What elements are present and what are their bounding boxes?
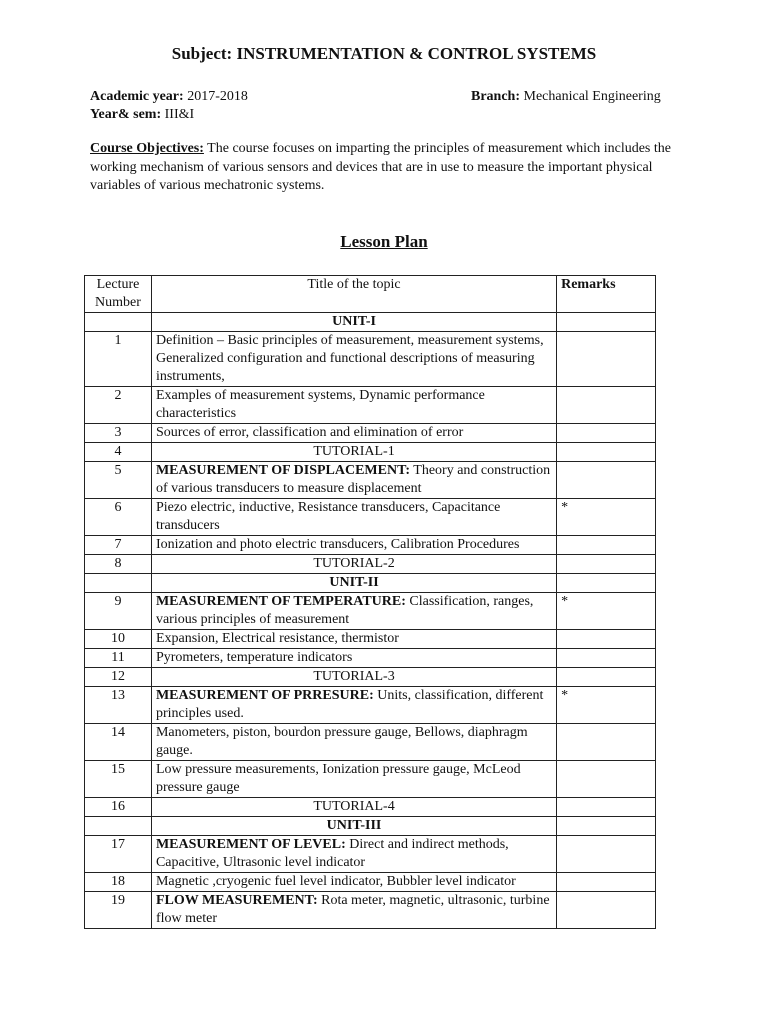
academic-year-label: Academic year: (90, 89, 184, 104)
lesson-plan-table (84, 275, 656, 929)
unit-title-cell: UNIT-II (151, 574, 556, 593)
remarks-cell (557, 873, 656, 892)
lesson-plan-title: Lesson Plan (340, 232, 428, 251)
topic-heading: MEASUREMENT OF TEMPERATURE: (155, 594, 406, 609)
remarks-cell (557, 798, 656, 817)
year-sem (90, 106, 194, 124)
unit-title-cell: UNIT-III (151, 817, 556, 836)
lecture-number-cell: 19 (85, 892, 152, 929)
unit-title-cell: UNIT-I (151, 313, 556, 332)
topic-title-cell (151, 687, 556, 724)
page-title (0, 44, 768, 64)
lecture-number-cell: 10 (85, 630, 152, 649)
topic-text: Direct and indirect methods, Capacitive, Ultrasonic level indicator (155, 837, 509, 870)
remarks-cell (557, 555, 656, 574)
topic-text: Units, classification, different principles used. (155, 688, 544, 721)
unit-row (85, 817, 656, 836)
topic-title-cell (151, 536, 556, 555)
lecture-number-cell: 15 (85, 761, 152, 798)
lecture-number-cell: 8 (85, 555, 152, 574)
remarks-cell: * (557, 593, 656, 630)
remarks-cell (557, 387, 656, 424)
table-row (85, 462, 656, 499)
table-row (85, 630, 656, 649)
topic-text: Examples of measurement systems, Dynamic performance characteristics (155, 388, 485, 421)
unit-row (85, 574, 656, 593)
topic-heading: MEASUREMENT OF DISPLACEMENT: (155, 463, 411, 478)
tutorial-title-cell: TUTORIAL-4 (151, 798, 556, 817)
topic-heading: MEASUREMENT OF LEVEL: (155, 837, 346, 852)
year-sem-label: Year& sem: (90, 107, 162, 122)
topic-title-cell (151, 424, 556, 443)
lesson-plan-body (85, 313, 656, 929)
table-header-row (85, 276, 656, 313)
table-row (85, 687, 656, 724)
topic-title-cell (151, 332, 556, 387)
topic-heading: FLOW MEASUREMENT: (155, 893, 318, 908)
remarks-cell (557, 443, 656, 462)
branch-value: Mechanical Engineering (523, 89, 661, 104)
topic-title-cell (151, 630, 556, 649)
topic-title-cell (151, 649, 556, 668)
branch (471, 88, 661, 106)
remarks-cell: * (557, 687, 656, 724)
tutorial-title-cell: TUTORIAL-3 (151, 668, 556, 687)
branch-label: Branch: (471, 89, 520, 104)
course-objectives (90, 140, 690, 196)
lecture-number-cell: 12 (85, 668, 152, 687)
remarks-cell (557, 574, 656, 593)
lecture-number-cell: 11 (85, 649, 152, 668)
topic-text: Expansion, Electrical resistance, thermistor (155, 631, 399, 646)
remarks-cell (557, 817, 656, 836)
topic-text: Low pressure measurements, Ionization pressure gauge, McLeod pressure gauge (155, 762, 521, 795)
lecture-number-cell (85, 817, 152, 836)
lecture-number-cell: 18 (85, 873, 152, 892)
tutorial-title-cell: TUTORIAL-2 (151, 555, 556, 574)
lecture-number-cell: 1 (85, 332, 152, 387)
tutorial-title-cell: TUTORIAL-1 (151, 443, 556, 462)
topic-text: Classification, ranges, various principles of measurement (155, 594, 534, 627)
table-row (85, 761, 656, 798)
topic-text: Rota meter, magnetic, ultrasonic, turbine flow meter (155, 893, 550, 926)
table-row (85, 892, 656, 929)
subject-value: INSTRUMENTATION & CONTROL SYSTEMS (236, 44, 597, 63)
tutorial-row (85, 798, 656, 817)
topic-text: Pyrometers, temperature indicators (155, 650, 353, 665)
subject-label: Subject: (171, 44, 233, 63)
topic-text: Definition – Basic principles of measurement, measurement systems, Generalized configuration and functional descriptions of measuring instruments, (155, 333, 544, 384)
course-objectives-label: Course Objectives: (90, 141, 204, 156)
remarks-cell (557, 668, 656, 687)
topic-text: Ionization and photo electric transducers, Calibration Procedures (155, 537, 520, 552)
table-row (85, 332, 656, 387)
remarks-cell (557, 724, 656, 761)
lecture-number-cell (85, 574, 152, 593)
topic-title-cell (151, 593, 556, 630)
lecture-number-cell: 7 (85, 536, 152, 555)
column-header-lecture-number: Lecture Number (85, 276, 152, 313)
table-row (85, 536, 656, 555)
remarks-cell (557, 630, 656, 649)
topic-text: Magnetic ,cryogenic fuel level indicator, Bubbler level indicator (155, 874, 516, 889)
topic-title-cell (151, 836, 556, 873)
topic-title-cell (151, 387, 556, 424)
topic-text: Theory and construction of various transducers to measure displacement (155, 463, 551, 496)
table-row (85, 424, 656, 443)
table-row (85, 387, 656, 424)
topic-title-cell (151, 761, 556, 798)
lecture-number-cell (85, 313, 152, 332)
topic-title-cell (151, 462, 556, 499)
table-row (85, 836, 656, 873)
column-header-remarks: Remarks (557, 276, 656, 313)
lecture-number-cell: 2 (85, 387, 152, 424)
table-row (85, 499, 656, 536)
remarks-cell (557, 892, 656, 929)
lecture-number-cell: 13 (85, 687, 152, 724)
lecture-number-cell: 4 (85, 443, 152, 462)
table-row (85, 724, 656, 761)
tutorial-row (85, 555, 656, 574)
table-row (85, 649, 656, 668)
lecture-number-cell: 6 (85, 499, 152, 536)
tutorial-row (85, 443, 656, 462)
topic-title-cell (151, 892, 556, 929)
remarks-cell (557, 536, 656, 555)
topic-text: Sources of error, classification and elimination of error (155, 425, 464, 440)
remarks-cell (557, 649, 656, 668)
lecture-number-cell: 9 (85, 593, 152, 630)
remarks-cell (557, 332, 656, 387)
remarks-cell (557, 313, 656, 332)
topic-text: Manometers, piston, bourdon pressure gauge, Bellows, diaphragm gauge. (155, 725, 528, 758)
lecture-number-cell: 3 (85, 424, 152, 443)
remarks-cell: * (557, 499, 656, 536)
unit-row (85, 313, 656, 332)
topic-heading: MEASUREMENT OF PRRESURE: (155, 688, 374, 703)
lecture-number-cell: 14 (85, 724, 152, 761)
topic-title-cell (151, 499, 556, 536)
remarks-cell (557, 424, 656, 443)
remarks-cell (557, 462, 656, 499)
lecture-number-cell: 16 (85, 798, 152, 817)
table-row (85, 873, 656, 892)
remarks-cell (557, 836, 656, 873)
column-header-title: Title of the topic (151, 276, 556, 313)
topic-title-cell (151, 873, 556, 892)
table-row (85, 593, 656, 630)
course-objectives-text: The course focuses on imparting the principles of measurement which includes the working mechanism of various sensors and devices that are in use to measure the important physical variables of various mechatronic systems. (90, 141, 671, 193)
academic-year-value: 2017-2018 (187, 89, 248, 104)
tutorial-row (85, 668, 656, 687)
lecture-number-cell: 17 (85, 836, 152, 873)
year-sem-value: III&I (164, 107, 195, 122)
remarks-cell (557, 761, 656, 798)
topic-title-cell (151, 724, 556, 761)
academic-year (90, 88, 248, 106)
topic-text: Piezo electric, inductive, Resistance transducers, Capacitance transducers (155, 500, 501, 533)
lecture-number-cell: 5 (85, 462, 152, 499)
